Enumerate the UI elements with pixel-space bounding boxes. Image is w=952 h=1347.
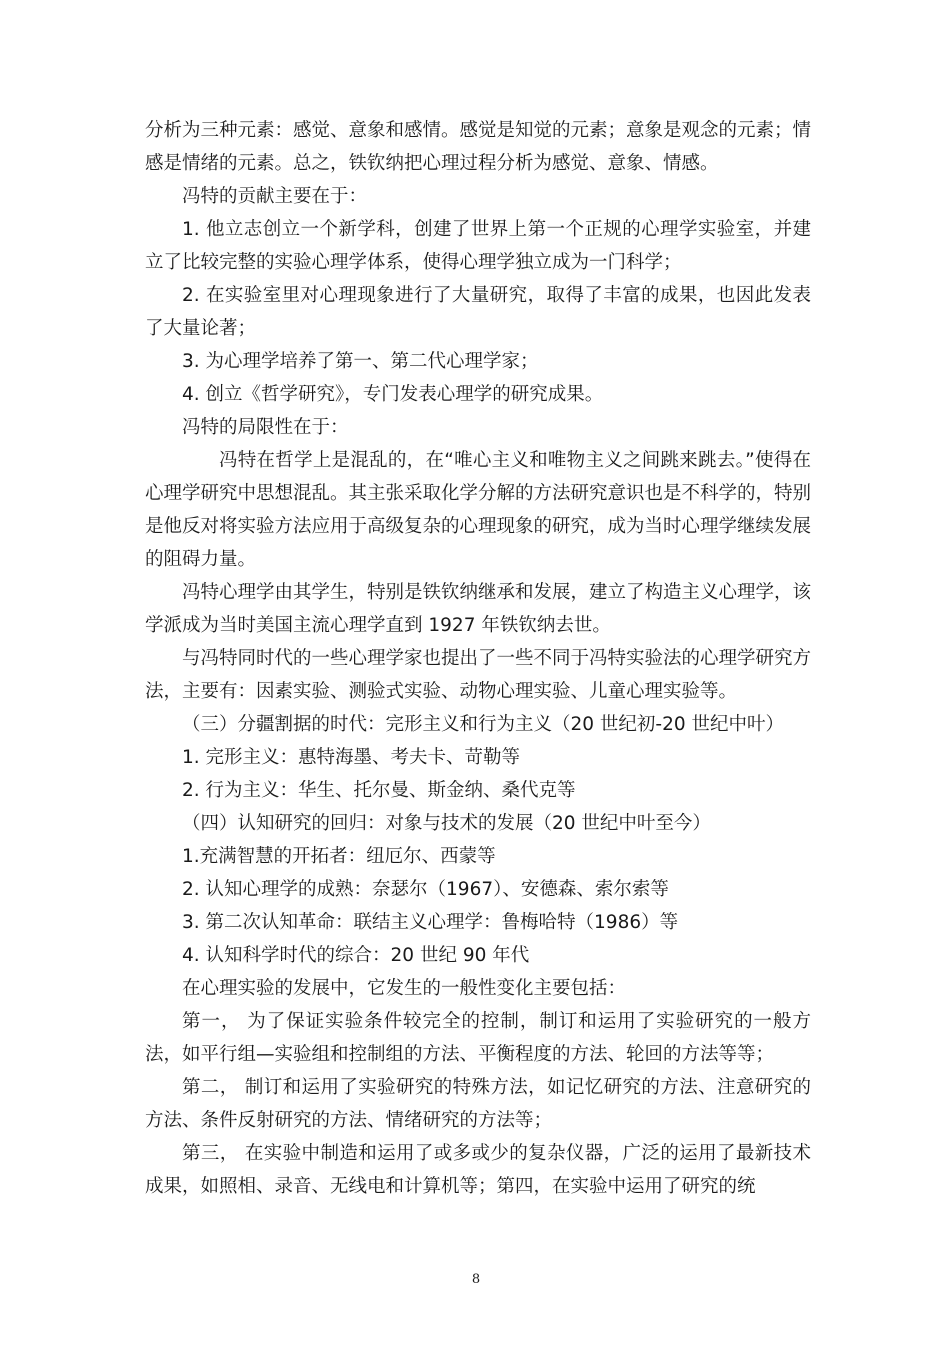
paragraph: 冯特的贡献主要在于： bbox=[182, 186, 368, 207]
body-text bbox=[145, 114, 811, 1203]
paragraph: 2. 认知心理学的成熟：奈瑟尔（1967）、安德森、索尔索等 bbox=[182, 879, 669, 900]
paragraph: 分析为三种元素：感觉、意象和感情。感觉是知觉的元素；意象是观念的元素；情感是情绪的元素。总之，铁钦纳把心理过程分析为感觉、意象、情感。 bbox=[145, 120, 812, 174]
page-number: 8 bbox=[471, 1272, 481, 1287]
paragraph: 冯特心理学由其学生，特别是铁钦纳继承和发展，建立了构造主义心理学，该学派成为当时美国主流心理学直到 1927 年铁钦纳去世。 bbox=[145, 582, 812, 636]
paragraph: 第一， 为了保证实验条件较完全的控制，制订和运用了实验研究的一般方法，如平行组—实验组和控制组的方法、平衡程度的方法、轮回的方法等等； bbox=[145, 1011, 811, 1065]
paragraph: 3. 第二次认知革命：联结主义心理学：鲁梅哈特（1986）等 bbox=[182, 912, 679, 933]
paragraph: 4. 认知科学时代的综合：20 世纪 90 年代 bbox=[182, 945, 530, 966]
paragraph: 2. 在实验室里对心理现象进行了大量研究，取得了丰富的成果，也因此发表了大量论著； bbox=[145, 285, 811, 339]
paragraph: （四）认知研究的回归：对象与技术的发展（20 世纪中叶至今） bbox=[182, 813, 711, 834]
paragraph: 2. 行为主义：华生、托尔曼、斯金纳、桑代克等 bbox=[182, 780, 576, 801]
paragraph: 1.充满智慧的开拓者：纽厄尔、西蒙等 bbox=[182, 846, 496, 867]
paragraph: 冯特的局限性在于： bbox=[182, 417, 349, 438]
paragraph: 与冯特同时代的一些心理学家也提出了一些不同于冯特实验法的心理学研究方法，主要有：因素实验、测验式实验、动物心理实验、儿童心理实验等。 bbox=[145, 648, 812, 702]
paragraph: 4. 创立《哲学研究》，专门发表心理学的研究成果。 bbox=[182, 384, 604, 405]
paragraph: 在心理实验的发展中，它发生的一般性变化主要包括： bbox=[182, 978, 627, 999]
paragraph: 3. 为心理学培养了第一、第二代心理学家； bbox=[182, 351, 539, 372]
paragraph: 1. 他立志创立一个新学科，创建了世界上第一个正规的心理学实验室，并建立了比较完整的实验心理学体系，使得心理学独立成为一门科学； bbox=[145, 219, 811, 273]
paragraph: 第三， 在实验中制造和运用了或多或少的复杂仪器，广泛的运用了最新技术成果，如照相、录音、无线电和计算机等；第四，在实验中运用了研究的统 bbox=[145, 1143, 811, 1197]
paragraph: 1. 完形主义：惠特海墨、考夫卡、苛勒等 bbox=[182, 747, 521, 768]
paragraph: 冯特在哲学上是混乱的，在“唯心主义和唯物主义之间跳来跳去。”使得在心理学研究中思想混乱。其主张采取化学分解的方法研究意识也是不科学的，特别是他反对将实验方法应用于高级复杂的心理现象的研究，成为当时心理学继续发展的阻碍力量。 bbox=[145, 450, 812, 570]
paragraph: （三）分疆割据的时代：完形主义和行为主义（20 世纪初-20 世纪中叶） bbox=[182, 714, 785, 735]
paragraph: 第二， 制订和运用了实验研究的特殊方法，如记忆研究的方法、注意研究的方法、条件反射研究的方法、情绪研究的方法等； bbox=[145, 1077, 811, 1131]
